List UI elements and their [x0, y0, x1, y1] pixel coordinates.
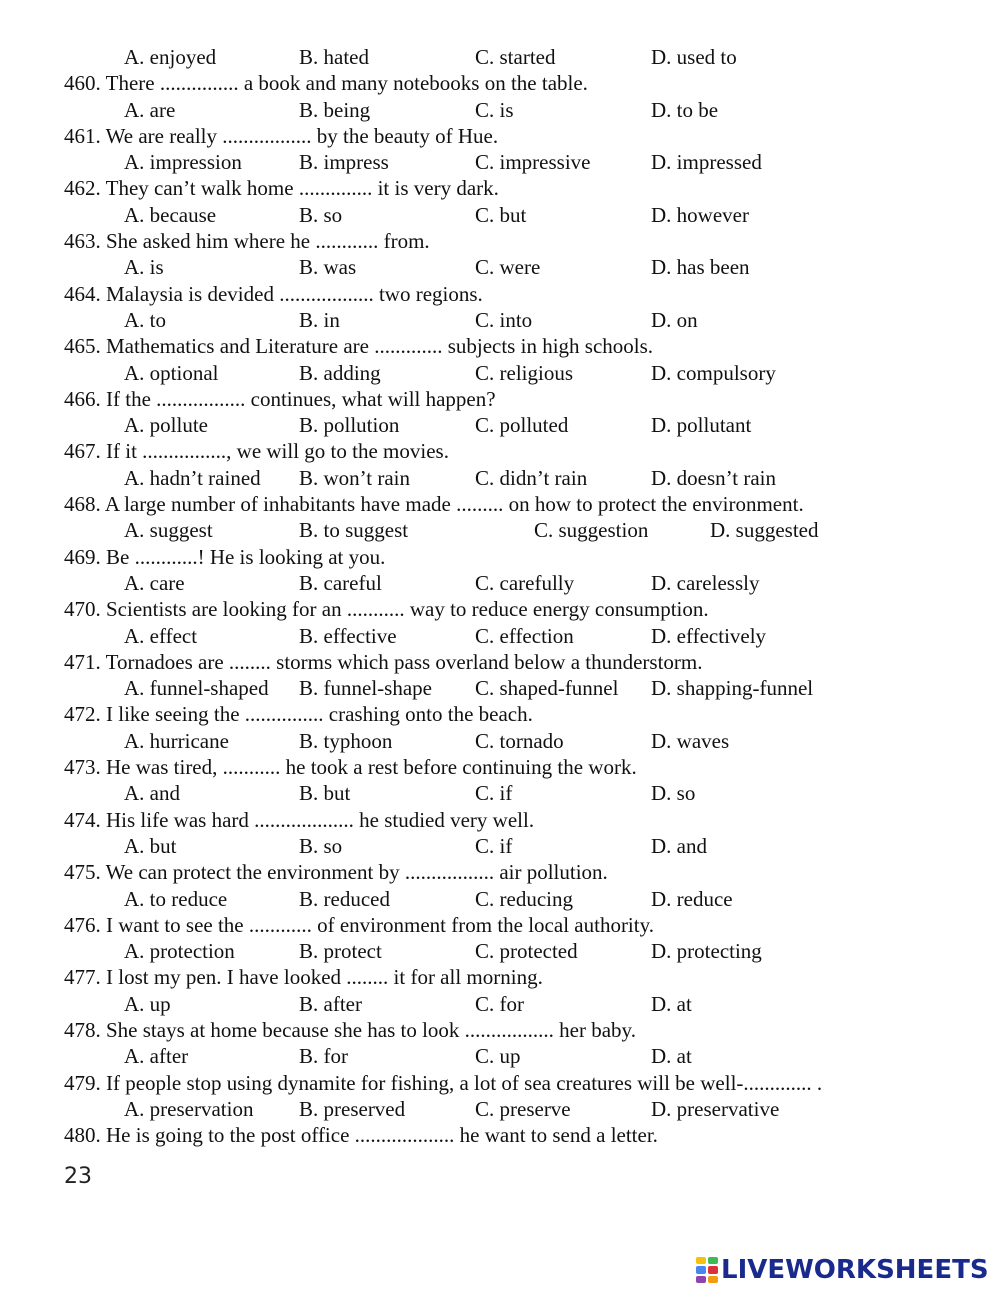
question-text: 472. I like seeing the ............... crashing onto the beach.: [64, 702, 533, 727]
option-a: A. impression: [124, 150, 242, 175]
logo-square: [708, 1266, 718, 1273]
option-c: C. but: [475, 202, 527, 227]
answer-options: [64, 780, 964, 806]
option-c: C. protected: [475, 939, 578, 964]
option-d: D. to be: [651, 97, 719, 122]
question-text: 460. There ............... a book and many notebooks on the table.: [64, 71, 588, 96]
answer-options: [64, 991, 964, 1017]
option-c: C. shaped-funnel: [475, 676, 619, 701]
option-c: C. religious: [475, 360, 573, 385]
option-d: D. effectively: [651, 623, 767, 648]
option-b: B. so: [299, 202, 343, 227]
option-b: B. adding: [299, 360, 381, 385]
question-text: 474. His life was hard ................... he studied very well.: [64, 807, 535, 832]
option-d: D. reduce: [651, 886, 733, 911]
option-d: D. impressed: [651, 150, 762, 175]
question-text: 467. If it ................, we will go to the movies.: [64, 439, 449, 464]
option-b: B. in: [299, 307, 340, 332]
question-text: 478. She stays at home because she has to look ................. her baby.: [64, 1017, 636, 1042]
option-c: C. into: [475, 307, 533, 332]
option-d: D. however: [651, 202, 749, 227]
question-text: 476. I want to see the ............ of environment from the local authority.: [64, 912, 654, 937]
option-c: C. up: [475, 1044, 521, 1069]
option-b: B. funnel-shape: [299, 676, 432, 701]
answer-options: [64, 360, 964, 386]
question-text: 477. I lost my pen. I have looked ........ it for all morning.: [64, 965, 543, 990]
option-d: D. at: [651, 991, 692, 1016]
option-c: C. suggestion: [534, 518, 649, 543]
answer-options: [64, 517, 964, 543]
option-b: B. so: [299, 833, 343, 858]
option-d: D. carelessly: [651, 570, 760, 595]
question-text: 462. They can’t walk home .............. it is very dark.: [64, 176, 499, 201]
answer-options: [64, 1043, 964, 1069]
option-b: B. pollution: [299, 413, 400, 438]
page-number: 23: [64, 1164, 92, 1189]
option-a: A. optional: [124, 360, 219, 385]
option-d: D. pollutant: [651, 413, 752, 438]
option-d: D. compulsory: [651, 360, 776, 385]
question-text: 480. He is going to the post office ................... he want to send a letter.: [64, 1123, 658, 1148]
option-d: D. waves: [651, 728, 730, 753]
logo-square: [708, 1257, 718, 1264]
option-d: D. preservative: [651, 1096, 780, 1121]
option-d: D. so: [651, 781, 696, 806]
answer-options: [64, 570, 964, 596]
option-a: A. because: [124, 202, 217, 227]
option-a: A. effect: [124, 623, 198, 648]
answer-options: [64, 202, 964, 228]
option-a: A. pollute: [124, 413, 208, 438]
answer-options: [64, 938, 964, 964]
option-a: A. enjoyed: [124, 45, 217, 69]
option-b: B. after: [299, 991, 362, 1016]
option-c: C. if: [475, 833, 513, 858]
answer-options: [64, 412, 964, 438]
option-c: C. impressive: [475, 150, 591, 175]
option-a: A. is: [124, 255, 164, 280]
option-b: B. protect: [299, 939, 382, 964]
option-b: B. for: [299, 1044, 348, 1069]
answer-options: [64, 623, 964, 649]
answer-options: [64, 44, 964, 70]
option-a: A. to: [124, 307, 166, 332]
option-a: A. protection: [124, 939, 235, 964]
option-d: D. shapping-funnel: [651, 676, 814, 701]
option-a: A. preservation: [124, 1096, 254, 1121]
question-text: 465. Mathematics and Literature are ............. subjects in high schools.: [64, 334, 654, 359]
answer-options: [64, 465, 964, 491]
option-b: B. effective: [299, 623, 397, 648]
option-d: D. at: [651, 1044, 692, 1069]
question-text: 470. Scientists are looking for an ........... way to reduce energy consumption.: [64, 597, 709, 622]
answer-options: [64, 728, 964, 754]
logo-square: [696, 1266, 706, 1273]
answer-options: [64, 149, 964, 175]
option-b: B. impress: [299, 150, 389, 175]
option-b: B. careful: [299, 570, 382, 595]
question-text: 479. If people stop using dynamite for fishing, a lot of sea creatures will be well-............. .: [64, 1070, 823, 1095]
option-a: A. suggest: [124, 518, 213, 543]
option-a: A. after: [124, 1044, 189, 1069]
option-c: C. effection: [475, 623, 574, 648]
option-b: B. to suggest: [299, 518, 409, 543]
answer-options: [64, 675, 964, 701]
option-d: D. and: [651, 833, 707, 858]
question-text: 471. Tornadoes are ........ storms which pass overland below a thunderstorm.: [64, 649, 703, 674]
option-b: B. typhoon: [299, 728, 393, 753]
option-a: A. and: [124, 781, 180, 806]
option-c: C. for: [475, 991, 524, 1016]
option-b: B. being: [299, 97, 371, 122]
option-c: C. carefully: [475, 570, 575, 595]
worksheet-content: [64, 44, 964, 1148]
question-text: 461. We are really ................. by the beauty of Hue.: [64, 123, 499, 148]
option-a: A. hadn’t rained: [124, 465, 261, 490]
option-c: C. polluted: [475, 413, 569, 438]
option-a: A. but: [124, 833, 177, 858]
answer-options: [64, 1096, 964, 1122]
liveworksheets-logo: [696, 1253, 989, 1287]
question-text: 466. If the ................. continues, what will happen?: [64, 386, 496, 411]
option-d: D. protecting: [651, 939, 762, 964]
option-a: A. hurricane: [124, 728, 229, 753]
logo-square: [696, 1276, 706, 1283]
option-a: A. care: [124, 570, 185, 595]
option-a: A. up: [124, 991, 171, 1016]
option-a: A. funnel-shaped: [124, 676, 269, 701]
option-b: B. won’t rain: [299, 465, 411, 490]
answer-options: [64, 254, 964, 280]
question-text: 468. A large number of inhabitants have made ......... on how to protect the environment.: [64, 492, 804, 517]
option-d: D. doesn’t rain: [651, 465, 777, 490]
logo-square: [696, 1257, 706, 1264]
option-d: D. used to: [651, 45, 737, 69]
logo-square: [708, 1276, 718, 1283]
option-a: A. to reduce: [124, 886, 228, 911]
option-b: B. reduced: [299, 886, 390, 911]
question-text: 464. Malaysia is devided .................. two regions.: [64, 281, 483, 306]
question-text: 463. She asked him where he ............ from.: [64, 229, 430, 254]
option-d: D. on: [651, 307, 698, 332]
option-b: B. preserved: [299, 1096, 406, 1121]
option-c: C. reducing: [475, 886, 573, 911]
answer-options: [64, 833, 964, 859]
option-d: D. suggested: [710, 518, 819, 543]
logo-icon: [696, 1257, 718, 1283]
answer-options: [64, 307, 964, 333]
question-text: 469. Be ............! He is looking at you.: [64, 544, 386, 569]
option-c: C. were: [475, 255, 541, 280]
option-a: A. are: [124, 97, 176, 122]
option-c: C. didn’t rain: [475, 465, 588, 490]
question-text: 473. He was tired, ........... he took a rest before continuing the work.: [64, 755, 637, 780]
option-d: D. has been: [651, 255, 750, 280]
option-c: C. started: [475, 45, 556, 69]
option-b: B. hated: [299, 45, 369, 69]
logo-text: LIVEWORKSHEETS: [721, 1255, 989, 1285]
option-b: B. but: [299, 781, 351, 806]
option-b: B. was: [299, 255, 357, 280]
option-c: C. is: [475, 97, 514, 122]
option-c: C. tornado: [475, 728, 564, 753]
answer-options: [64, 886, 964, 912]
question-text: 475. We can protect the environment by ................. air pollution.: [64, 860, 608, 885]
option-c: C. preserve: [475, 1096, 571, 1121]
option-c: C. if: [475, 781, 513, 806]
answer-options: [64, 97, 964, 123]
